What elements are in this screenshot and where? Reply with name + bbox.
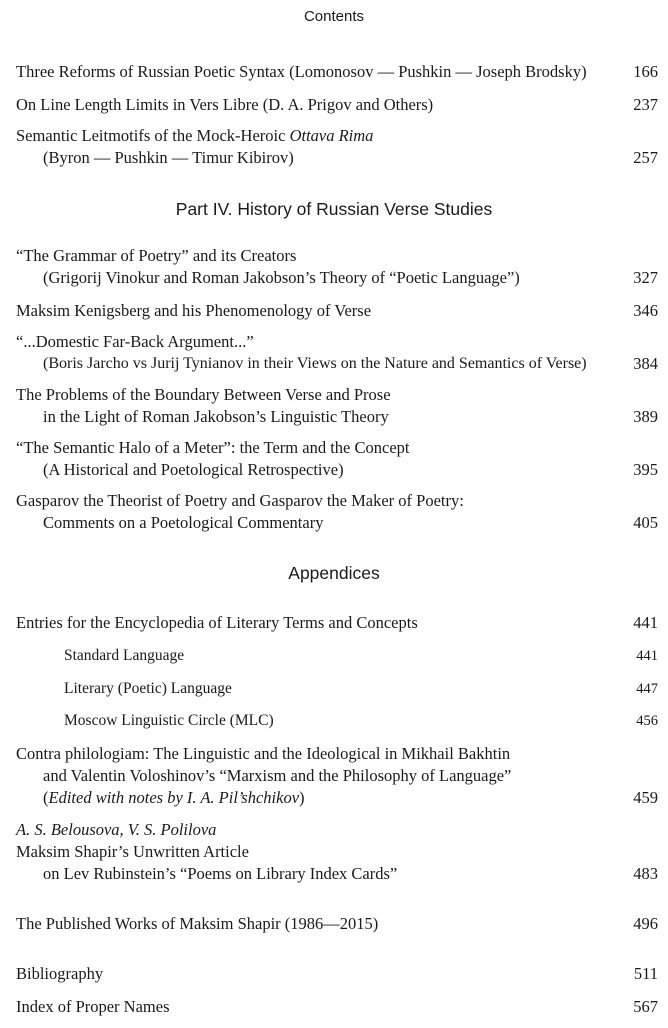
toc-entry-title: Maksim Shapir’s Unwritten Article <box>16 842 249 861</box>
toc-page-number: 496 <box>633 914 658 933</box>
toc-entry-semantic-halo[interactable] <box>16 437 658 481</box>
toc-entry-ottava-rima[interactable] <box>16 125 658 169</box>
toc-entry-subtitle: on Lev Rubinstein’s “Poems on Library Index Cards” <box>43 864 398 883</box>
toc-entry-encyclopedia[interactable] <box>16 612 658 634</box>
toc-entry-title: “...Domestic Far-Back Argument...” <box>16 332 254 351</box>
toc-entry-title: Index of Proper Names <box>16 997 170 1016</box>
toc-entry-verse-prose-boundary[interactable] <box>16 384 658 428</box>
toc-subentry-literary-language[interactable] <box>64 678 658 700</box>
toc-entry-published-works[interactable] <box>16 913 658 935</box>
toc-page-number: 257 <box>633 148 658 167</box>
toc-page-number: 346 <box>633 301 658 320</box>
toc-entry-title: Maksim Kenigsberg and his Phenomenology of Verse <box>16 301 372 320</box>
toc-entry-editor-note: (Edited with notes by I. A. Pil’shchikov) <box>43 788 305 807</box>
toc-page-number: 441 <box>633 613 658 632</box>
toc-subentry-moscow-circle[interactable] <box>64 710 658 732</box>
toc-entry-title: “The Grammar of Poetry” and its Creators <box>16 246 297 265</box>
toc-page-number: 511 <box>633 964 658 983</box>
toc-page-number: 459 <box>633 788 658 807</box>
toc-page-number: 237 <box>633 95 658 114</box>
toc-entry-contra-philologiam[interactable] <box>16 743 658 809</box>
toc-entry-title: “The Semantic Halo of a Meter”: the Term and the Concept <box>16 438 410 457</box>
toc-entry-title: Three Reforms of Russian Poetic Syntax (Lomonosov — Pushkin — Joseph Brodsky) <box>16 62 587 81</box>
toc-entry-title: Gasparov the Theorist of Poetry and Gasparov the Maker of Poetry: <box>16 491 464 510</box>
toc-subentry-title: Standard Language <box>64 647 185 664</box>
toc-page-number: 456 <box>636 713 658 729</box>
toc-entry-subtitle: (A Historical and Poetological Retrospective) <box>43 460 344 479</box>
toc-entry-subtitle: and Valentin Voloshinov’s “Marxism and the Philosophy of Language” <box>43 766 512 785</box>
toc-entry-title: The Published Works of Maksim Shapir (1986—2015) <box>16 914 379 933</box>
toc-subentry-standard-language[interactable] <box>64 645 658 667</box>
toc-entry-grammar-of-poetry[interactable] <box>16 245 658 289</box>
toc-entry-bibliography[interactable] <box>16 963 658 985</box>
toc-entry-gasparov[interactable] <box>16 490 658 534</box>
toc-page-number: 483 <box>633 864 658 883</box>
running-header: Contents <box>303 8 365 25</box>
toc-entry-kenigsberg[interactable] <box>16 300 658 322</box>
toc-page-number: 389 <box>633 407 658 426</box>
toc-entry-subtitle: (Grigorij Vinokur and Roman Jakobson’s Theory of “Poetic Language”) <box>43 268 520 287</box>
section-title-part-iv: Part IV. History of Russian Verse Studies <box>175 199 493 219</box>
toc-entry-line-length[interactable] <box>16 94 658 116</box>
toc-entry-title: Entries for the Encyclopedia of Literary Terms and Concepts <box>16 613 418 632</box>
toc-page-number: 327 <box>633 268 658 287</box>
toc-entry-index[interactable] <box>16 996 658 1018</box>
toc-subentry-title: Moscow Linguistic Circle (MLC) <box>64 712 274 729</box>
toc-entry-three-reforms[interactable] <box>16 61 658 83</box>
toc-entry-title: Semantic Leitmotifs of the Mock-Heroic Ottava Rima <box>16 126 374 145</box>
toc-entry-domestic-argument[interactable] <box>16 331 658 375</box>
toc-entry-unwritten-article[interactable] <box>16 819 658 885</box>
toc-page-number: 395 <box>633 460 658 479</box>
toc-page-number: 447 <box>636 681 658 697</box>
toc-subentry-title: Literary (Poetic) Language <box>64 680 232 697</box>
toc-entry-subtitle: (Byron — Pushkin — Timur Kibirov) <box>43 148 294 167</box>
toc-entry-title: The Problems of the Boundary Between Verse and Prose <box>16 385 391 404</box>
toc-page-number: 441 <box>636 648 658 664</box>
toc-entry-subtitle: Comments on a Poetological Commentary <box>43 513 324 532</box>
toc-entry-title: On Line Length Limits in Vers Libre (D. A. Prigov and Others) <box>16 95 434 114</box>
toc-entry-subtitle: (Boris Jarcho vs Jurij Tynianov in their Views on the Nature and Semantics of Verse) <box>43 355 587 372</box>
toc-page-number: 567 <box>633 997 658 1016</box>
toc-entry-subtitle: in the Light of Roman Jakobson’s Linguistic Theory <box>43 407 389 426</box>
toc-entry-title: Contra philologiam: The Linguistic and the Ideological in Mikhail Bakhtin <box>16 744 511 763</box>
toc-entry-title: Bibliography <box>16 964 104 983</box>
toc-entry-authors: A. S. Belousova, V. S. Polilova <box>16 820 217 839</box>
toc-page-number: 405 <box>633 513 658 532</box>
toc-page-number: 166 <box>633 62 658 81</box>
toc-page-number: 384 <box>633 354 658 373</box>
section-title-appendices: Appendices <box>288 563 380 583</box>
